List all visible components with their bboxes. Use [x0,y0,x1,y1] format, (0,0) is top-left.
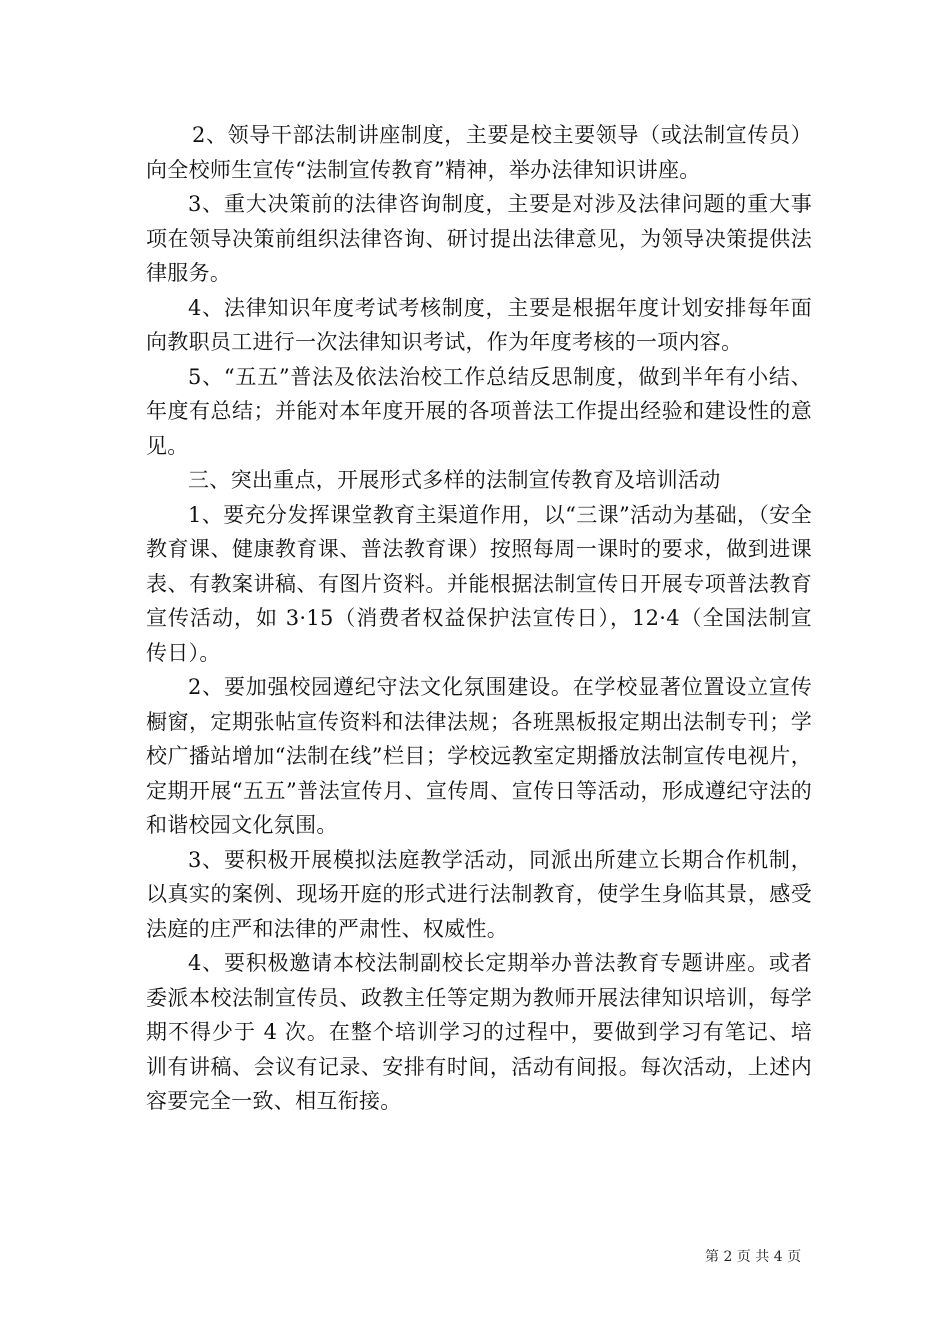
paragraph-classroom-education: 1、要充分发挥课堂教育主渠道作用，以“三课”活动为基础，（安全教育课、健康教育课、普法教育课）按照每周一课时的要求，做到进课表、有教案讲稿、有图片资料。并能根据法制宣传日开展专项普法教育宣传活动，如 3·15（消费者权益保护法宣传日），12·4（全国法制宣传日）。 [146,502,812,665]
paragraph-annual-exam-system: 4、法律知识年度考试考核制度，主要是根据年度计划安排每年面向教职员工进行一次法律知识考试，作为年度考核的一项内容。 [146,295,812,354]
document-body [146,118,812,1119]
section-heading-three: 三、突出重点，开展形式多样的法制宣传教育及培训活动 [188,468,721,492]
page-number-footer: 第 2 页 共 4 页 [705,1249,802,1265]
paragraph-legal-consultation-system: 3、重大决策前的法律咨询制度，主要是对涉及法律问题的重大事项在领导决策前组织法律咨询、研讨提出法律意见，为领导决策提供法律服务。 [146,192,812,285]
paragraph-mock-court: 3、要积极开展模拟法庭教学活动，同派出所建立长期合作机制，以真实的案例、现场开庭的形式进行法制教育，使学生身临其景，感受法庭的庄严和法律的严肃性、权威性。 [146,847,812,941]
paragraph-lectures-training: 4、要积极邀请本校法制副校长定期举办普法教育专题讲座。或者委派本校法制宣传员、政教主任等定期为教师开展法律知识培训，每学期不得少于 4 次。在整个培训学习的过程中，要做到学习有笔记、培训有讲稿、会议有记录、安排有时间，活动有间报。每次活动，上述内容要完全一致、相互衔接。 [146,951,812,1113]
paragraph-summary-reflection-system: 5、“五五”普法及依法治校工作总结反思制度，做到半年有小结、年度有总结；并能对本年度开展的各项普法工作提出经验和建设性的意见。 [146,364,812,458]
paragraph-campus-culture: 2、要加强校园遵纪守法文化氛围建设。在学校显著位置设立宣传橱窗，定期张帖宣传资料和法律法规；各班黑板报定期出法制专刊；学校广播站增加“法制在线”栏目；学校远教室定期播放法制宣传电视片，定期开展“五五”普法宣传月、宣传周、宣传日等活动，形成遵纪守法的和谐校园文化氛围。 [146,675,812,837]
paragraph-leader-lecture-system: 2、领导干部法制讲座制度，主要是校主要领导（或法制宣传员）向全校师生宣传“法制宣传教育”精神，举办法律知识讲座。 [146,123,812,182]
